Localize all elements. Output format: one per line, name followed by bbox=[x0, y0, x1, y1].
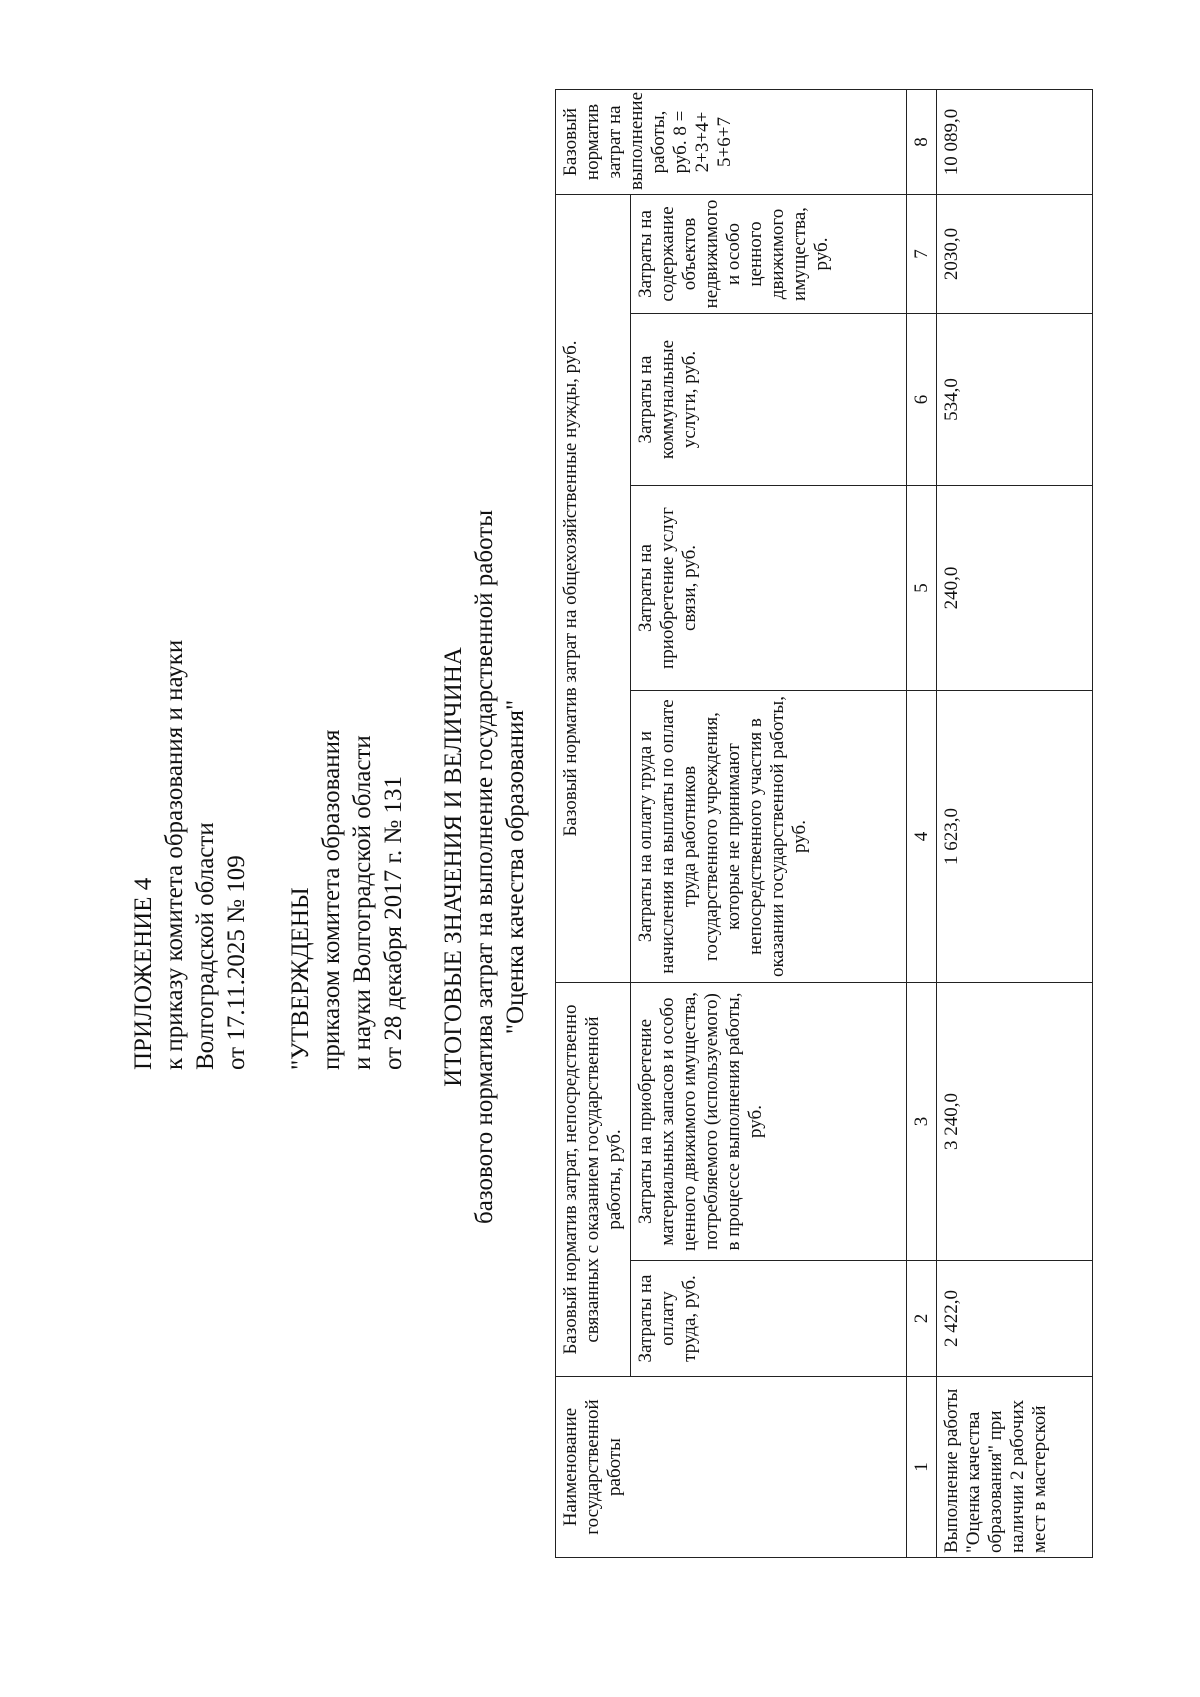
title-line-2: базового норматива затрат на выполнение государственной работы bbox=[471, 509, 498, 1225]
column-number: 4 bbox=[907, 691, 937, 983]
work-name-cell: Выполнение работы "Оценка качества образования" при наличии 2 рабочих мест в мастерской bbox=[937, 1377, 1093, 1558]
column-number: 6 bbox=[907, 314, 937, 486]
appendix-line-3: Волгоградской области bbox=[192, 822, 219, 1070]
approved-line-3: и науки Волгоградской области bbox=[349, 735, 376, 1070]
column-number: 7 bbox=[907, 194, 937, 313]
value-labor-costs: 2 422,0 bbox=[937, 1261, 1093, 1377]
header-general-costs-group: Базовый норматив затрат на общехозяйственные нужды, руб. bbox=[556, 194, 631, 982]
header-row-columns bbox=[631, 89, 907, 1557]
header-labor-costs: Затраты на оплату труда, руб. bbox=[631, 1261, 907, 1377]
column-number-row bbox=[907, 89, 937, 1557]
value-materials-costs: 3 240,0 bbox=[937, 983, 1093, 1261]
approved-line-1: "УТВЕРЖДЕНЫ bbox=[287, 887, 314, 1070]
column-number: 8 bbox=[907, 89, 937, 194]
value-staff-costs: 1 623,0 bbox=[937, 691, 1093, 983]
normative-table bbox=[555, 89, 1093, 1558]
value-total: 10 089,0 bbox=[937, 89, 1093, 194]
appendix-line-4: от 17.11.2025 № 109 bbox=[223, 855, 250, 1070]
title-line-1: ИТОГОВЫЕ ЗНАЧЕНИЯ И ВЕЛИЧИНА bbox=[440, 647, 467, 1087]
approved-header bbox=[285, 729, 409, 1070]
value-communication-costs: 240,0 bbox=[937, 486, 1093, 691]
header-property-costs: Затраты на содержание объектов недвижимого и особо ценного движимого имущества, руб. bbox=[631, 194, 907, 313]
header-row-group bbox=[556, 89, 631, 1557]
header-direct-costs-group: Базовый норматив затрат, непосредственно связанных с оказанием государственной работы, руб. bbox=[556, 983, 631, 1377]
column-number: 5 bbox=[907, 486, 937, 691]
appendix-header bbox=[128, 640, 252, 1070]
header-communication-costs: Затраты на приобретение услуг связи, руб. bbox=[631, 486, 907, 691]
column-number: 2 bbox=[907, 1261, 937, 1377]
header-materials-costs: Затраты на приобретение материальных запасов и особо ценного движимого имущества, потребляемого (используемого) в процессе выполнения работы, руб. bbox=[631, 983, 907, 1261]
title-line-3: "Оценка качества образования" bbox=[502, 699, 529, 1035]
value-property-costs: 2030,0 bbox=[937, 194, 1093, 313]
appendix-line-1: ПРИЛОЖЕНИЕ 4 bbox=[130, 877, 157, 1070]
approved-line-4: от 28 декабря 2017 г. № 131 bbox=[380, 775, 407, 1070]
header-name-of-work: Наименование государственной работы bbox=[556, 1377, 907, 1558]
document-title bbox=[438, 257, 531, 1477]
header-staff-costs: Затраты на оплату труда и начисления на выплаты по оплате труда работников государственного учреждения, которые не принимают непосредственного участия в оказании государственной работы, руб. bbox=[631, 691, 907, 983]
approved-line-2: приказом комитета образования bbox=[318, 729, 345, 1070]
table-row bbox=[937, 89, 1093, 1557]
header-total: Базовый норматив затрат на выполнение работы, руб. 8 = 2+3+4+ 5+6+7 bbox=[556, 89, 907, 194]
column-number: 3 bbox=[907, 983, 937, 1261]
column-number: 1 bbox=[907, 1377, 937, 1558]
header-utility-costs: Затраты на коммунальные услуги, руб. bbox=[631, 314, 907, 486]
appendix-line-2: к приказу комитета образования и науки bbox=[161, 639, 188, 1070]
value-utility-costs: 534,0 bbox=[937, 314, 1093, 486]
